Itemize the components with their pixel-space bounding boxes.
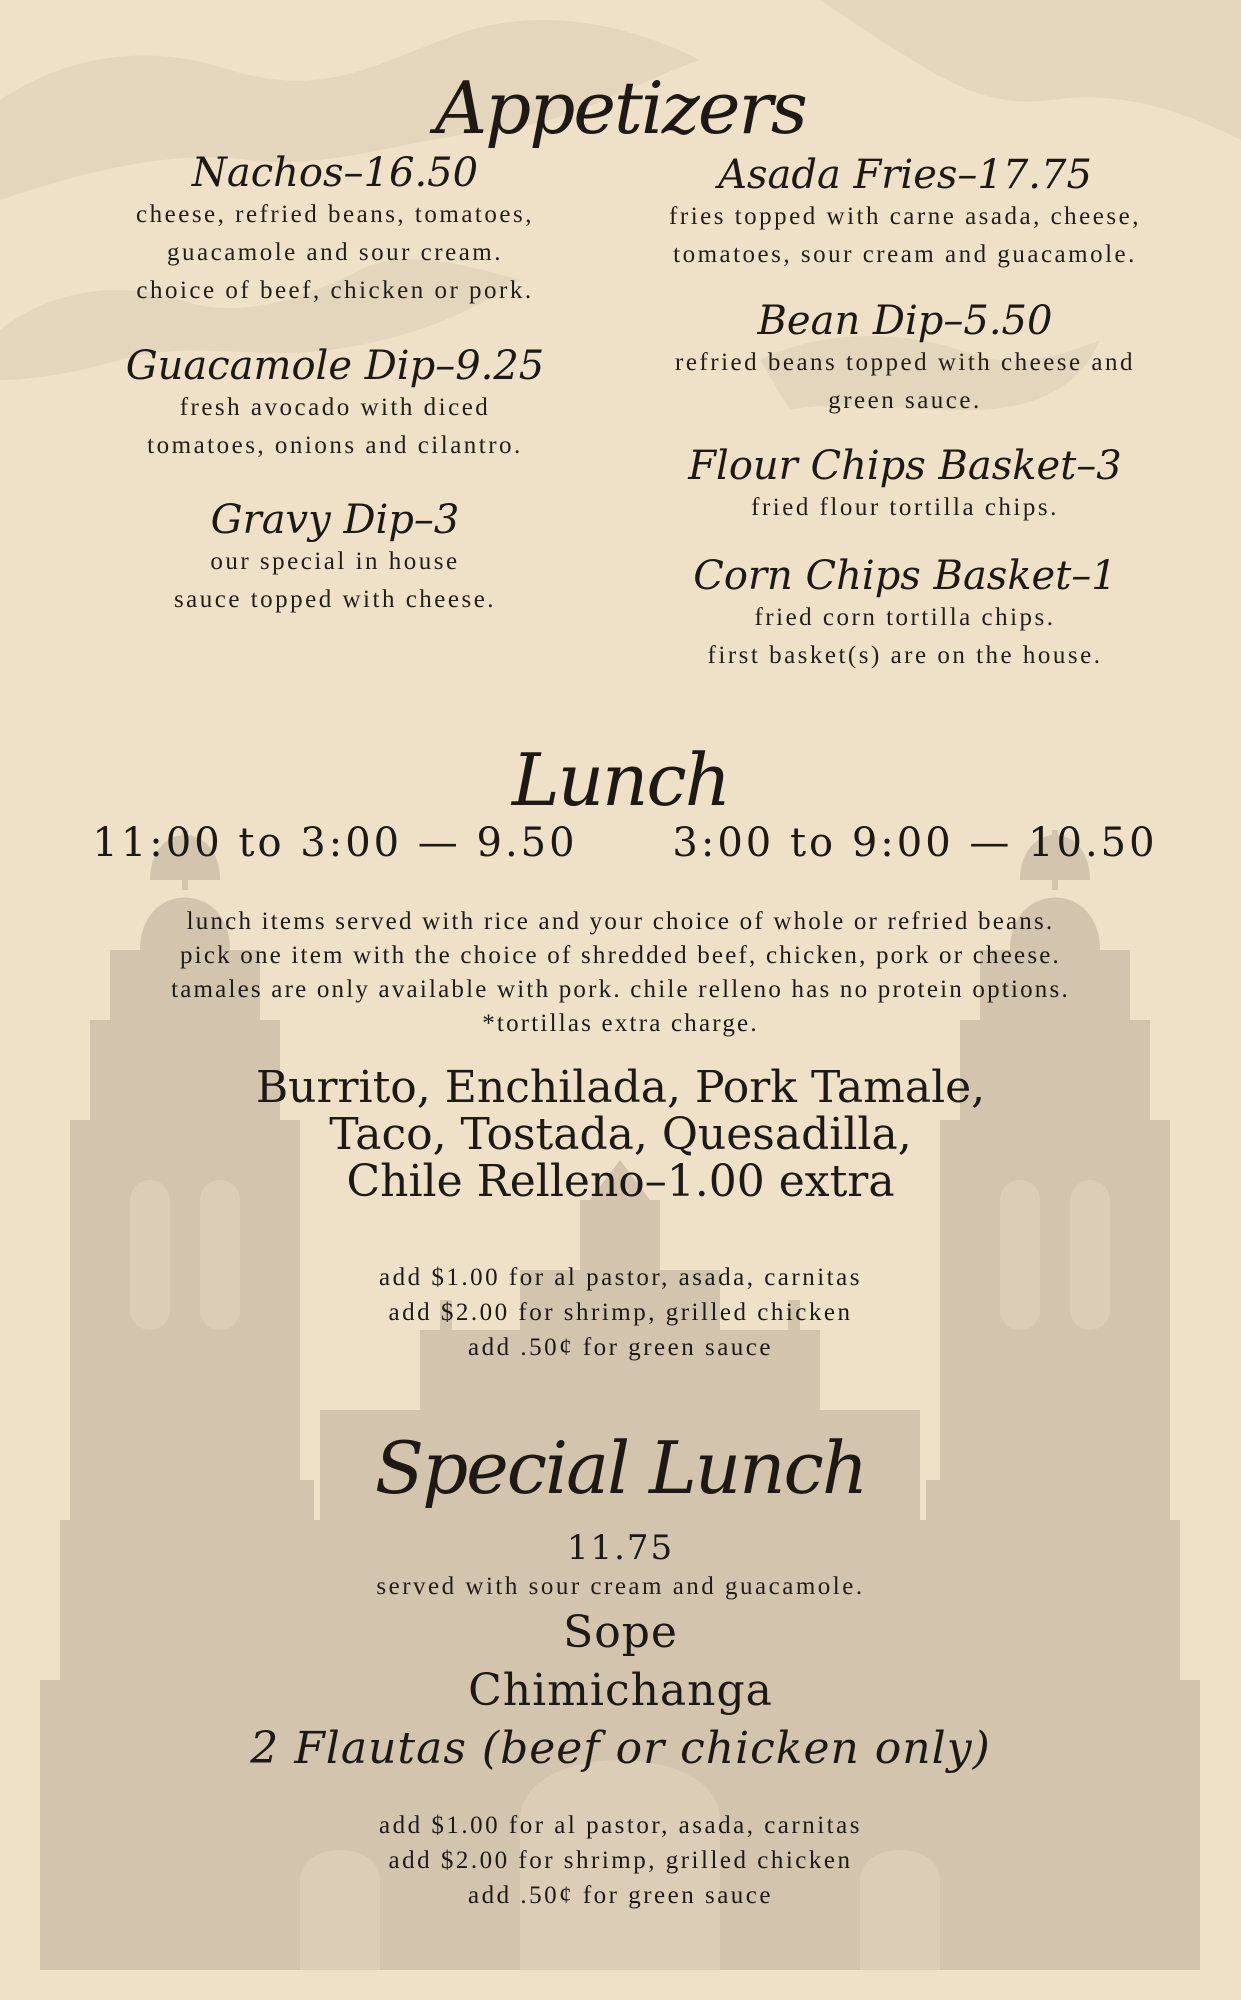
lunch-items: [0, 1064, 1241, 1205]
special-lunch-items: [0, 1604, 1241, 1778]
list-item: Sope: [563, 1607, 678, 1658]
item-description: fried corn tortilla chips. first basket(s) are on the house.: [707, 604, 1103, 669]
list-item: Taco, Tostada, Quesadilla,: [329, 1109, 912, 1160]
appetizer-item: [620, 443, 1190, 527]
list-item: 2 Flautas (beef or chicken only): [250, 1723, 991, 1774]
list-item: Burrito, Enchilada, Pork Tamale,: [255, 1062, 986, 1113]
item-name: Bean Dip–5.50: [757, 298, 1053, 344]
list-item: Chimichanga: [468, 1665, 773, 1716]
appetizers-title: Appetizers: [435, 66, 806, 150]
special-lunch-addons: add $1.00 for al pastor, asada, carnitas add $2.00 for shrimp, grilled chicken add .50¢ for green sauce: [379, 1812, 862, 1909]
appetizer-item: [80, 497, 590, 619]
lunch-hours-late: 3:00 to 9:00 — 10.50: [672, 820, 1158, 866]
lunch-hours-early: 11:00 to 3:00 — 9.50: [92, 820, 578, 866]
appetizer-item: [620, 298, 1190, 420]
item-description: fresh avocado with diced tomatoes, onions and cilantro.: [147, 394, 523, 459]
item-name: Nachos–16.50: [191, 150, 479, 196]
appetizer-item: [620, 553, 1190, 675]
item-description: refried beans topped with cheese and green sauce.: [675, 349, 1135, 414]
appetizer-item: [620, 152, 1190, 274]
item-name: Guacamole Dip–9.25: [125, 343, 545, 389]
lunch-addons: add $1.00 for al pastor, asada, carnitas add $2.00 for shrimp, grilled chicken add .50¢ for green sauce: [379, 1264, 862, 1361]
special-lunch-title: Special Lunch: [374, 1426, 867, 1510]
item-name: Flour Chips Basket–3: [688, 443, 1122, 489]
item-description: fries topped with carne asada, cheese, tomatoes, sour cream and guacamole.: [669, 203, 1141, 268]
appetizer-item: [80, 150, 590, 310]
item-description: our special in house sauce topped with cheese.: [173, 548, 497, 613]
item-name: Asada Fries–17.75: [718, 152, 1092, 198]
special-lunch-subtitle: served with sour cream and guacamole.: [376, 1573, 865, 1600]
appetizer-item: [80, 343, 590, 465]
item-description: cheese, refried beans, tomatoes, guacamole and sour cream. choice of beef, chicken or pork.: [136, 201, 534, 304]
list-item: Chile Relleno–1.00 extra: [346, 1156, 895, 1207]
lunch-title: Lunch: [511, 738, 730, 822]
item-description: fried flour tortilla chips.: [751, 494, 1059, 521]
item-name: Corn Chips Basket–1: [693, 553, 1117, 599]
lunch-rules: lunch items served with rice and your choice of whole or refried beans. pick one item with the choice of shredded beef, chicken, pork or cheese. tamales are only available with pork. chile relleno has no protein options. *tortillas extra charge.: [171, 908, 1070, 1037]
item-name: Gravy Dip–3: [210, 497, 460, 543]
special-lunch-price: 11.75: [566, 1528, 675, 1568]
